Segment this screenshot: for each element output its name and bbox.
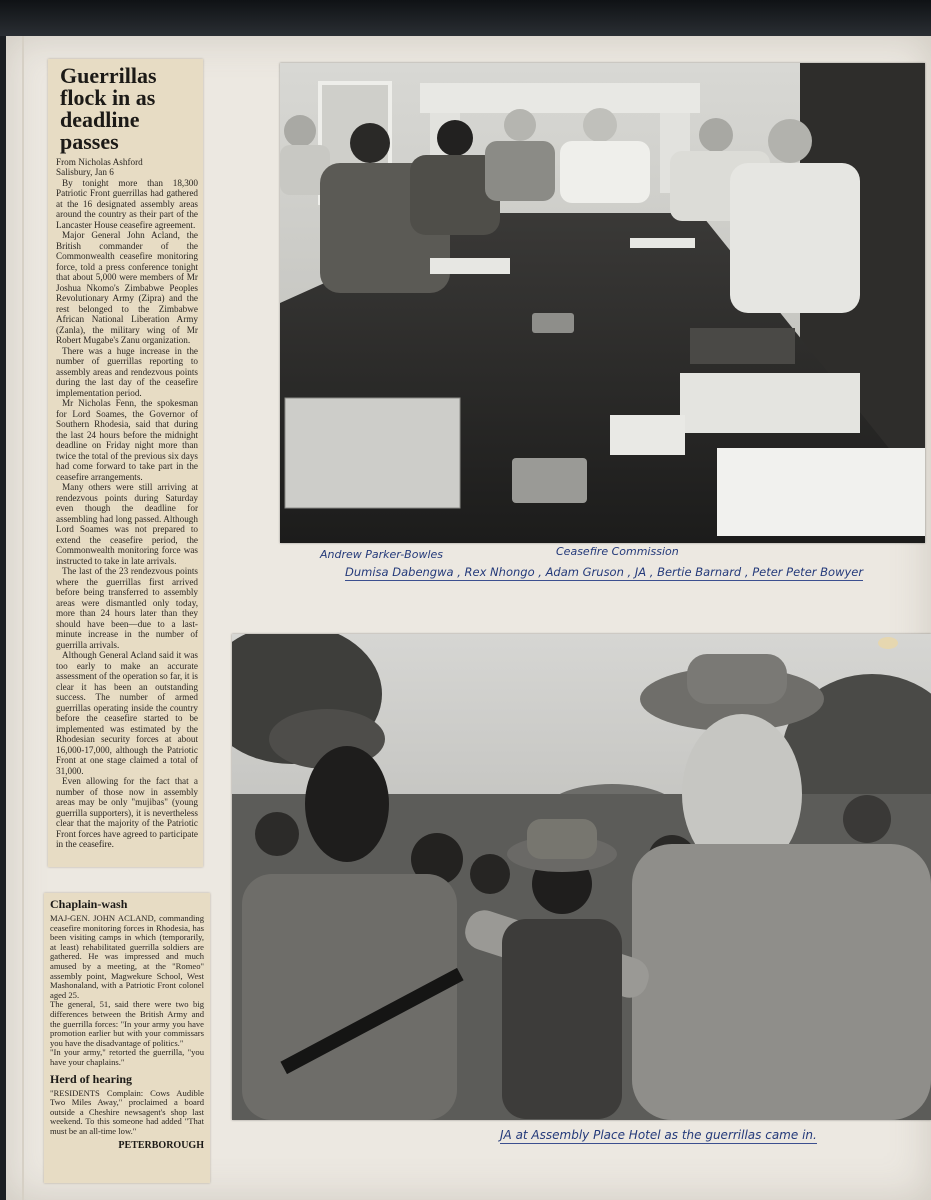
- article-paragraph: Many others were still arriving at rendezvous points during Saturday even though the deadline for assembling had long passed. Although Lord Soames was not prepared to extend the ceasefire period, the Commonwealth monitoring force was instructed to take in late arrivals.: [56, 482, 198, 566]
- diary-paragraph: "In your army," retorted the guerrilla, "you have your chaplains.": [50, 1047, 204, 1067]
- meeting-photo-illustration: [280, 63, 925, 543]
- caption-photo1-center: Ceasefire Commission: [556, 545, 679, 558]
- article-paragraph: By tonight more than 18,300 Patriotic Front guerrillas had gathered at the 16 designated assembly areas around the country as their part of the Lancaster House ceasefire agreement.: [56, 177, 198, 230]
- diary-heading-herd: Herd of hearing: [50, 1071, 132, 1086]
- diary-paragraph: The general, 51, said there were two big differences between the British Army and the guerrilla forces: "In your army you have promotion earlier but with your commissars you have the disadvantage of politics.": [50, 999, 204, 1048]
- photo-ceasefire-commission: [280, 63, 925, 543]
- caption-photo1-left: Andrew Parker-Bowles: [320, 548, 444, 561]
- caption-photo1-names: Dumisa Dabengwa , Rex Nhongo , Adam Gruson , JA , Bertie Barnard , Peter Peter Bowyer: [345, 565, 864, 579]
- clipping-byline-author: From Nicholas Ashford: [56, 157, 143, 167]
- article-paragraph: Even allowing for the fact that a number of those now in assembly areas may be only "mujibas" (young guerrilla supporters), it is nevertheless clear that the majority of the Patriotic Front forces have agreed to participate in the ceasefire.: [56, 776, 198, 850]
- article-paragraph: The last of the 23 rendezvous points where the guerrillas first arrived before being transferred to assembly areas were dismantled only today, more than 24 hours later than they should have been—due to a last-minute increase in the number of guerrilla arrivals.: [56, 566, 198, 650]
- diary-paragraph: "RESIDENTS Complain: Cows Audible Two Miles Away," proclaimed a board outside a Cheshire newsagent's shop last weekend. To this someone had added "That must be an all-time low.": [50, 1087, 204, 1136]
- newspaper-clipping-main: [48, 59, 203, 867]
- diary-heading-chaplain: Chaplain-wash: [50, 897, 128, 911]
- article-paragraph: Mr Nicholas Fenn, the spokesman for Lord Soames, the Governor of Southern Rhodesia, said that during the last 24 hours before the midnight deadline on Friday night more than twice the total of the previous six days had come forward to take part in the ceasefire arrangements.: [56, 398, 198, 482]
- diary-signoff: PETERBOROUGH: [118, 1140, 204, 1152]
- dark-top-border: [0, 0, 931, 36]
- article-paragraph: Major General John Acland, the British commander of the Commonwealth ceasefire monitoring force, told a press conference tonight that about 5,000 were members of Mr Joshua Nkomo's Zimbabwe Peoples Revolutionary Army (Zipra) and the rest belonged to the Zimbabwe African National Liberation Army (Zanla), the military wing of Mr Robert Mugabe's Zanu organization.: [56, 230, 198, 346]
- photo-assembly-place: [232, 634, 931, 1120]
- diary-paragraph: MAJ-GEN. JOHN ACLAND, commanding ceasefire monitoring forces in Rhodesia, has been visiting camps in which (temporarily, at least) rehabilitated guerrilla soldiers are gathered. He was impressed and much amused by a meeting, at the "Romeo" assembly point, Magwekure School, West Mashonaland, with a Patriotic Front colonel aged 25.: [50, 913, 204, 1000]
- paper-stain: [878, 637, 898, 649]
- newspaper-clipping-diary: [44, 893, 210, 1183]
- hat-man-figure: [502, 819, 622, 1119]
- caption-photo2: JA at Assembly Place Hotel as the guerrillas came in.: [500, 1128, 817, 1142]
- article-paragraph: Although General Acland said it was too early to make an accurate assessment of the operation so far, it is clear it has been an outstanding success. The number of armed guerrillas operating inside the country before the ceasefire started to be implemented was estimated by the Rhodesian security forces at about 16,000-17,000, although the Patriotic Front at one stage claimed a total of 31,000.: [56, 650, 199, 776]
- sheet-fold-line: [22, 36, 24, 1200]
- clipping-headline: Guerrillas flock in as deadline passes: [60, 63, 157, 154]
- article-paragraph: There was a huge increase in the number of guerrillas reporting to assembly areas and rendezvous points during the last day of the ceasefire implementation period.: [56, 345, 198, 398]
- assembly-photo-illustration: [232, 634, 931, 1120]
- clipping-byline-dateline: Salisbury, Jan 6: [56, 167, 114, 178]
